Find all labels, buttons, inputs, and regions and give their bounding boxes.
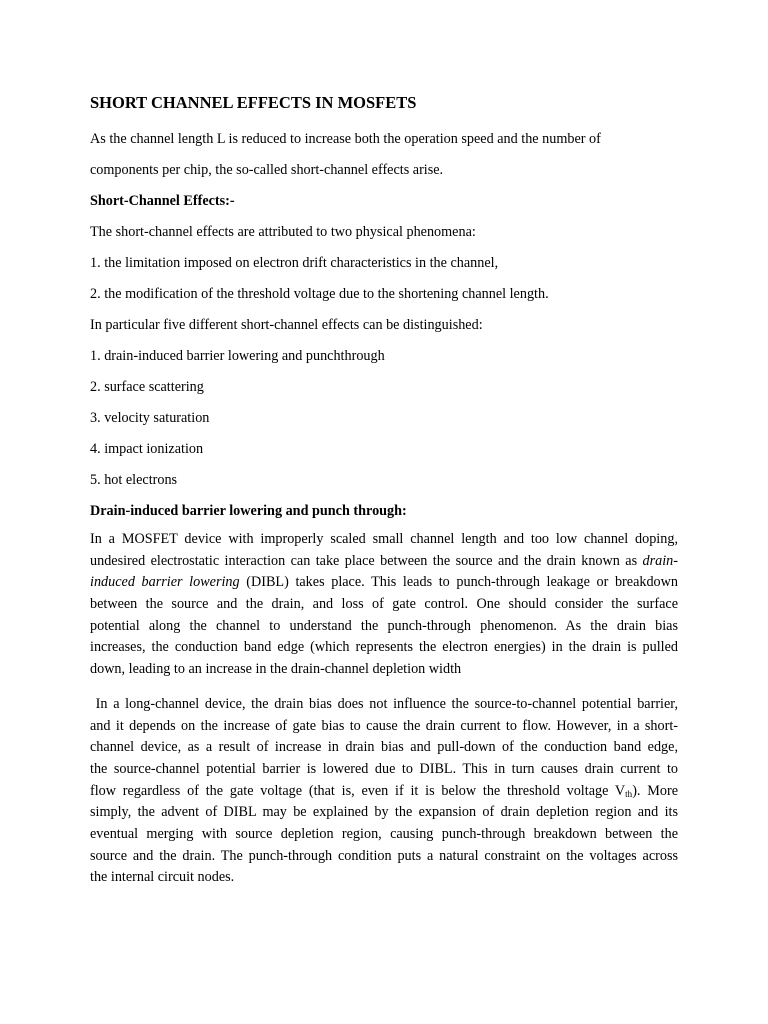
effects-item: 2. surface scattering — [90, 379, 204, 395]
paragraph-dibl-1 — [90, 529, 678, 681]
section-heading-dibl: Drain-induced barrier lowering and punch through: — [90, 503, 407, 519]
italic-term: induced barrier lowering — [90, 574, 240, 591]
effects-item: 4. impact ionization — [90, 441, 204, 457]
paragraph-line: the internal circuit nodes. — [90, 869, 235, 886]
paragraph-line: In a long-channel device, the drain bias does not influence the source-to-channel potential barrier, — [90, 695, 678, 712]
phenomena-intro: The short-channel effects are attributed to two physical phenomena: — [90, 224, 476, 240]
intro-line-1: As the channel length L is reduced to increase both the operation speed and the number of — [90, 131, 601, 147]
paragraph-line: between the source and the drain, and loss of gate control. One should consider the surface — [90, 596, 678, 613]
paragraph-line — [90, 551, 678, 573]
document-page — [90, 92, 678, 889]
phenomena-item: 2. the modification of the threshold voltage due to the shortening channel length. — [90, 286, 549, 302]
paragraph-line: source and the drain. The punch-through condition puts a natural constraint on the voltages across — [90, 847, 678, 864]
paragraph-line — [90, 572, 678, 594]
paragraph-line: simply, the advent of DIBL may be explained by the expansion of drain depletion region and its — [90, 804, 678, 821]
section-heading-short-channel-effects: Short-Channel Effects:- — [90, 193, 235, 209]
paragraph-line: the source-channel potential barrier is lowered due to DIBL. This in turn causes drain current to — [90, 760, 678, 777]
subscript-th: th — [625, 788, 633, 799]
italic-term: drain- — [642, 552, 678, 569]
paragraph-line: down, leading to an increase in the drain-channel depletion width — [90, 661, 462, 678]
effects-item: 5. hot electrons — [90, 472, 178, 488]
paragraph-line: eventual merging with source depletion region, causing punch-through breakdown between the — [90, 825, 678, 842]
effects-item: 3. velocity saturation — [90, 410, 210, 426]
paragraph-text: flow regardless of the gate voltage (that is, even if it is below the threshold voltage V — [90, 782, 626, 799]
paragraph-text: (DIBL) takes place. This leads to punch-through leakage or breakdown — [239, 574, 678, 591]
paragraph-text: ). More — [632, 782, 678, 799]
paragraph-line: potential along the channel to understand the punch-through phenomenon. As the drain bias — [90, 617, 678, 634]
paragraph-dibl-2 — [90, 694, 678, 889]
intro-line-2: components per chip, the so-called short-channel effects arise. — [90, 162, 444, 178]
paragraph-line: increases, the conduction band edge (which represents the electron energies) in the drain is pulled — [90, 639, 678, 656]
paragraph-line: channel device, as a result of increase in drain bias and pull-down of the conduction band edge, — [90, 739, 678, 756]
paragraph-line: and it depends on the increase of gate bias to cause the drain current to flow. However, in a short- — [90, 717, 678, 734]
paragraph-line: In a MOSFET device with improperly scaled small channel length and too low channel doping, — [90, 531, 678, 547]
effects-intro: In particular five different short-channel effects can be distinguished: — [90, 317, 483, 333]
phenomena-item: 1. the limitation imposed on electron drift characteristics in the channel, — [90, 255, 499, 271]
paragraph-line — [90, 781, 678, 803]
page-title: SHORT CHANNEL EFFECTS IN MOSFETS — [90, 93, 417, 112]
paragraph-text: undesired electrostatic interaction can take place between the source and the drain known as — [90, 552, 643, 569]
effects-item: 1. drain-induced barrier lowering and punchthrough — [90, 348, 385, 364]
